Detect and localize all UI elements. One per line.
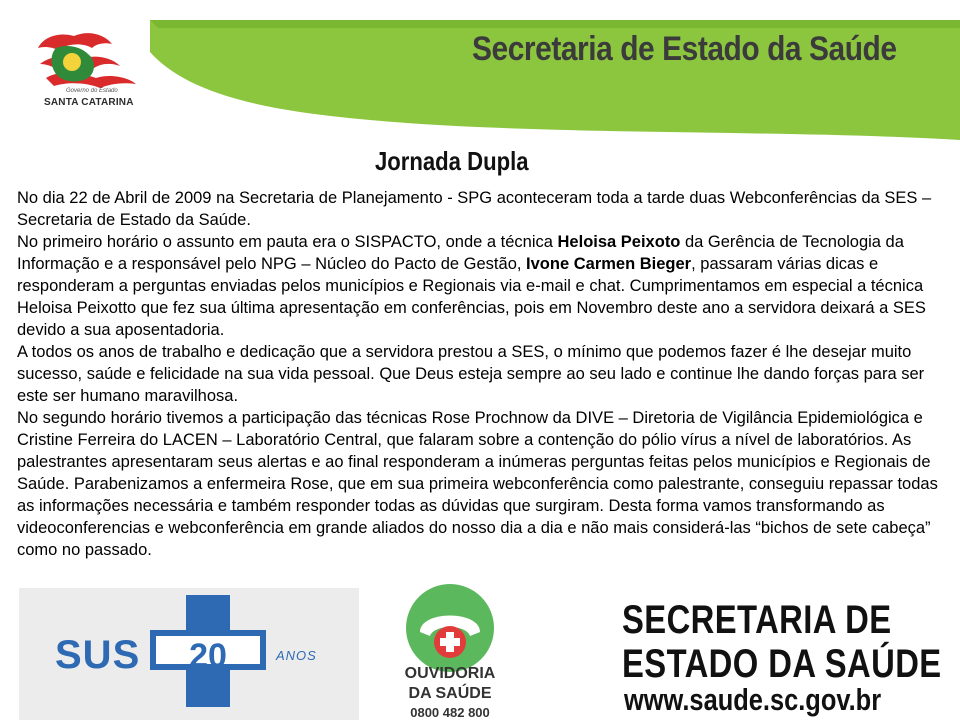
- banner-line-1: SECRETARIA DE: [622, 598, 892, 642]
- page-header: [0, 0, 960, 140]
- santa-catarina-logo: [38, 33, 136, 88]
- ouvidoria-phone: 0800 482 800: [410, 705, 490, 720]
- ouvidoria-phone-icon: [406, 584, 494, 672]
- article-name-heloisa: Heloisa Peixoto: [557, 233, 681, 251]
- article-p2-text-b: da Gerência de Tecnologia da Informação e a responsável pelo NPG – Núcleo do Pacto de Gestão,: [17, 233, 904, 273]
- logo-yellow-emblem: [63, 53, 81, 71]
- article-name-ivone: Ivone Carmen Bieger: [526, 255, 692, 273]
- header-green-band: [150, 20, 960, 28]
- ouvidoria-label: [390, 664, 510, 704]
- header-title: Secretaria de Estado da Saúde: [472, 30, 897, 68]
- article-paragraph-1: No dia 22 de Abril de 2009 na Secretaria de Planejamento - SPG aconteceram toda a tarde duas Webconferências da SES – Secretaria de Estado da Saúde.: [17, 189, 932, 229]
- banner-line-2: ESTADO DA SAÚDE: [622, 642, 942, 686]
- logo-label: SANTA CATARINA: [44, 97, 134, 108]
- article-paragraph-2: [17, 231, 947, 341]
- article-paragraph-3: A todos os anos de trabalho e dedicação que a servidora prestou a SES, o mínimo que podemos fazer é lhe desejar muito sucesso, saúde e felicidade na sua vida pessoal. Que Deus esteja sempre ao seu lado e continue lhe dando forças para ser este ser humano maravilhosa.: [17, 343, 925, 405]
- article-body: [17, 187, 947, 561]
- logo-subtext: Governo do Estado: [66, 88, 118, 94]
- ouvidoria-cross-h: [440, 638, 460, 646]
- sus-anos-label: ANOS: [276, 648, 317, 663]
- header-banner: [0, 0, 960, 140]
- article-paragraph-4: No segundo horário tivemos a participação das técnicas Rose Prochnow da DIVE – Diretoria de Vigilância Epidemiológica e Cristine Ferreira do LACEN – Laboratório Central, que falaram sobre a contenção do pólio vírus a nível de laboratórios. As palestrantes apresentaram seus alertas e ao final responderam a inúmeras perguntas feitas pelos municípios e Regionais de Saúde. Parabenizamos a enfermeira Rose, que em sua primeira webconferência como palestrante, conseguiu repassar todas as informações necessária e também responder todas as dúvidas que surgiram. Desta forma vamos transformando as videoconferencias e webconferência em grande aliados do nosso dia a dia e não mais considerá-las “bichos de sete cabeça” como no passado.: [17, 409, 938, 559]
- article-title: Jornada Dupla: [375, 146, 529, 176]
- article-p2-text-c: , passaram várias dicas e responderam a perguntas enviadas pelos municípios e Regionais via e-mail e chat. Cumprimentamos em especial a técnica Heloisa Peixotto que fez sua última apresentação em conferências, pois em Novembro deste ano a servidora deixará a SES devido a sua aposentadoria.: [17, 255, 926, 339]
- sus-text: SUS: [55, 633, 141, 677]
- sus-number: 20: [189, 637, 227, 675]
- ouvidoria-line-1: OUVIDORIA: [404, 665, 496, 682]
- banner-url: www.saude.sc.gov.br: [624, 682, 882, 717]
- article-p2-text-a: No primeiro horário o assunto em pauta era o SISPACTO, onde a técnica: [17, 233, 558, 251]
- ouvidoria-line-2: DA SAÚDE: [408, 685, 492, 702]
- sus-wordmark: [55, 633, 140, 678]
